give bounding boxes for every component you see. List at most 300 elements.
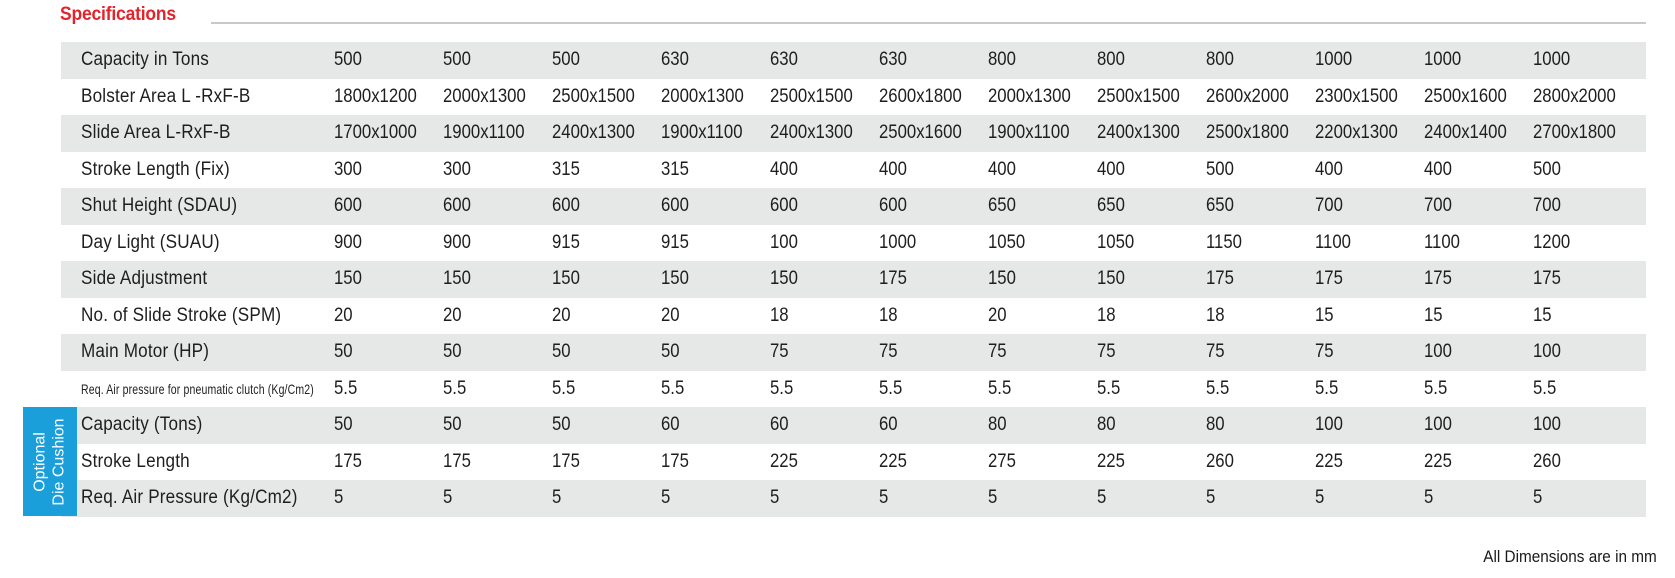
table-cell: [1202, 115, 1311, 152]
cell-value: 20: [661, 304, 680, 326]
cell-value: 275: [988, 450, 1017, 472]
cell-value: 700: [1424, 195, 1453, 217]
table-cell: [984, 225, 1093, 262]
cell-value: 75: [879, 341, 898, 363]
cell-value: 1000: [1533, 49, 1571, 71]
table-cell: [657, 42, 766, 79]
cell-value: 2600x1800: [879, 85, 963, 107]
row-label: [61, 42, 330, 79]
cell-value: 5.5: [443, 377, 467, 399]
cell-value: 2000x1300: [443, 85, 527, 107]
table-cell: [657, 298, 766, 335]
cell-value: 650: [1206, 195, 1235, 217]
cell-value: 150: [661, 268, 690, 290]
row-label: [61, 298, 330, 335]
cell-value: 5.5: [1097, 377, 1121, 399]
table-cell: [1202, 371, 1311, 408]
cell-value: 5.5: [661, 377, 685, 399]
table-cell: [657, 407, 766, 444]
cell-value: 5: [1315, 487, 1325, 509]
cell-value: 5: [770, 487, 780, 509]
cell-value: 315: [661, 158, 690, 180]
table-cell: [1311, 152, 1420, 189]
cell-value: 300: [443, 158, 472, 180]
cell-value: 5: [334, 487, 344, 509]
cell-value: 5.5: [334, 377, 358, 399]
table-cell: [875, 42, 984, 79]
cell-value: 150: [1097, 268, 1126, 290]
cell-value: 20: [443, 304, 462, 326]
table-cell: [766, 334, 875, 371]
row-label: [61, 152, 330, 189]
table-cell: [875, 334, 984, 371]
cell-value: 800: [1206, 49, 1235, 71]
table-cell: [766, 298, 875, 335]
row-label: [61, 480, 330, 517]
cell-value: 50: [443, 341, 462, 363]
section-divider: [211, 22, 1646, 24]
table-cell: [875, 261, 984, 298]
table-row: [61, 42, 1646, 79]
cell-value: 175: [879, 268, 908, 290]
table-cell: [439, 298, 548, 335]
cell-value: 5.5: [1206, 377, 1230, 399]
table-cell: [1420, 407, 1529, 444]
cell-value: 2500x1600: [1424, 85, 1508, 107]
table-cell: [984, 334, 1093, 371]
table-cell: [875, 298, 984, 335]
cell-value: 100: [1533, 414, 1562, 436]
cell-value: 630: [770, 49, 799, 71]
table-cell: [1202, 480, 1311, 517]
cell-value: 150: [770, 268, 799, 290]
cell-value: 400: [1097, 158, 1126, 180]
cell-value: 600: [443, 195, 472, 217]
row-label-text: Slide Area L-RxF-B: [81, 122, 231, 144]
table-row: [61, 225, 1646, 262]
table-cell: [984, 261, 1093, 298]
table-cell: [1420, 444, 1529, 481]
cell-value: 75: [988, 341, 1007, 363]
row-label: [61, 407, 330, 444]
table-cell: [984, 298, 1093, 335]
table-cell: [875, 371, 984, 408]
die-cushion-label: [31, 418, 69, 505]
cell-value: 2400x1400: [1424, 122, 1508, 144]
table-cell: [1311, 225, 1420, 262]
cell-value: 400: [1424, 158, 1453, 180]
table-cell: [984, 152, 1093, 189]
cell-value: 2200x1300: [1315, 122, 1399, 144]
table-cell: [1529, 79, 1646, 116]
row-label: [61, 261, 330, 298]
row-label: [61, 371, 330, 408]
table-cell: [1093, 115, 1202, 152]
table-row: [61, 407, 1646, 444]
table-cell: [1420, 225, 1529, 262]
cell-value: 225: [770, 450, 799, 472]
cell-value: 100: [1424, 414, 1453, 436]
table-row: [61, 79, 1646, 116]
cell-value: 5: [1206, 487, 1216, 509]
cell-value: 400: [988, 158, 1017, 180]
table-cell: [984, 42, 1093, 79]
cell-value: 5: [1097, 487, 1107, 509]
cell-value: 60: [661, 414, 680, 436]
cell-value: 75: [1206, 341, 1225, 363]
table-cell: [766, 225, 875, 262]
table-cell: [1529, 371, 1646, 408]
cell-value: 800: [1097, 49, 1126, 71]
table-cell: [1420, 480, 1529, 517]
table-cell: [657, 152, 766, 189]
table-cell: [1202, 261, 1311, 298]
cell-value: 20: [334, 304, 353, 326]
cell-value: 225: [1315, 450, 1344, 472]
cell-value: 18: [770, 304, 789, 326]
table-cell: [1311, 444, 1420, 481]
cell-value: 5: [443, 487, 453, 509]
table-cell: [984, 79, 1093, 116]
row-label-text: Stroke Length (Fix): [81, 158, 230, 180]
table-cell: [1093, 371, 1202, 408]
cell-value: 400: [770, 158, 799, 180]
cell-value: 175: [334, 450, 363, 472]
table-cell: [439, 115, 548, 152]
row-label: [61, 334, 330, 371]
table-cell: [330, 480, 439, 517]
table-cell: [766, 42, 875, 79]
table-cell: [875, 115, 984, 152]
cell-value: 600: [879, 195, 908, 217]
table-cell: [1093, 42, 1202, 79]
table-cell: [1420, 371, 1529, 408]
cell-value: 175: [443, 450, 472, 472]
cell-value: 915: [552, 231, 581, 253]
row-label: [61, 225, 330, 262]
cell-value: 75: [1315, 341, 1334, 363]
table-cell: [1093, 444, 1202, 481]
table-cell: [330, 261, 439, 298]
table-cell: [1529, 152, 1646, 189]
table-cell: [875, 225, 984, 262]
cell-value: 1150: [1206, 231, 1243, 253]
table-cell: [1093, 152, 1202, 189]
table-cell: [1311, 371, 1420, 408]
cell-value: 5.5: [988, 377, 1012, 399]
cell-value: 150: [552, 268, 581, 290]
cell-value: 700: [1533, 195, 1562, 217]
table-row: [61, 115, 1646, 152]
cell-value: 5.5: [879, 377, 903, 399]
table-cell: [439, 444, 548, 481]
table-cell: [1093, 261, 1202, 298]
table-row: [61, 334, 1646, 371]
row-label: [61, 444, 330, 481]
table-cell: [657, 480, 766, 517]
row-label-text: Capacity (Tons): [81, 414, 203, 436]
table-cell: [330, 42, 439, 79]
row-label: [61, 115, 330, 152]
cell-value: 2000x1300: [661, 85, 745, 107]
table-cell: [1202, 334, 1311, 371]
table-row: [61, 188, 1646, 225]
cell-value: 50: [334, 414, 353, 436]
dimensions-footnote: All Dimensions are in mm: [1483, 547, 1657, 566]
cell-value: 5.5: [1533, 377, 1557, 399]
cell-value: 2000x1300: [988, 85, 1072, 107]
cell-value: 315: [552, 158, 581, 180]
cell-value: 5: [552, 487, 562, 509]
cell-value: 500: [552, 49, 581, 71]
table-cell: [875, 79, 984, 116]
cell-value: 1050: [988, 231, 1026, 253]
table-cell: [330, 298, 439, 335]
table-cell: [330, 152, 439, 189]
row-label: [61, 188, 330, 225]
table-cell: [1420, 188, 1529, 225]
die-cushion-label-line1: Optional: [32, 431, 49, 492]
table-cell: [330, 115, 439, 152]
cell-value: 175: [1424, 268, 1453, 290]
cell-value: 2500x1500: [770, 85, 854, 107]
section-header: [60, 4, 1646, 32]
table-cell: [439, 261, 548, 298]
cell-value: 1000: [879, 231, 917, 253]
table-cell: [1529, 261, 1646, 298]
cell-value: 50: [661, 341, 680, 363]
cell-value: 650: [988, 195, 1017, 217]
cell-value: 500: [443, 49, 472, 71]
table-cell: [766, 152, 875, 189]
cell-value: 225: [1097, 450, 1126, 472]
table-cell: [439, 152, 548, 189]
table-cell: [1420, 79, 1529, 116]
table-cell: [548, 225, 657, 262]
row-label-text: Capacity in Tons: [81, 49, 210, 71]
cell-value: 1200: [1533, 231, 1571, 253]
table-cell: [1202, 188, 1311, 225]
cell-value: 2500x1500: [552, 85, 636, 107]
cell-value: 18: [879, 304, 898, 326]
row-label-text: Main Motor (HP): [81, 341, 210, 363]
cell-value: 5: [1424, 487, 1434, 509]
cell-value: 50: [552, 414, 571, 436]
cell-value: 2700x1800: [1533, 122, 1617, 144]
table-cell: [548, 152, 657, 189]
row-label: [61, 79, 330, 116]
table-cell: [1420, 261, 1529, 298]
table-cell: [1202, 225, 1311, 262]
table-cell: [1311, 407, 1420, 444]
cell-value: 1700x1000: [334, 122, 418, 144]
table-cell: [657, 188, 766, 225]
table-cell: [1093, 480, 1202, 517]
cell-value: 2600x2000: [1206, 85, 1290, 107]
cell-value: 5.5: [1315, 377, 1339, 399]
cell-value: 175: [552, 450, 581, 472]
table-cell: [1202, 444, 1311, 481]
table-row: [61, 371, 1646, 408]
cell-value: 1900x1100: [661, 122, 743, 144]
table-cell: [1529, 407, 1646, 444]
cell-value: 1900x1100: [988, 122, 1070, 144]
table-cell: [548, 115, 657, 152]
table-cell: [1529, 334, 1646, 371]
table-cell: [330, 188, 439, 225]
table-cell: [1311, 334, 1420, 371]
specifications-table-body: [61, 42, 1646, 517]
table-cell: [548, 42, 657, 79]
cell-value: 630: [661, 49, 690, 71]
table-cell: [984, 371, 1093, 408]
table-cell: [984, 188, 1093, 225]
table-cell: [548, 79, 657, 116]
cell-value: 100: [1315, 414, 1344, 436]
row-label-text: Day Light (SUAU): [81, 231, 220, 253]
table-cell: [1093, 79, 1202, 116]
cell-value: 500: [1533, 158, 1562, 180]
table-cell: [548, 334, 657, 371]
cell-value: 2300x1500: [1315, 85, 1399, 107]
cell-value: 2500x1500: [1097, 85, 1181, 107]
table-cell: [548, 407, 657, 444]
row-label-text: Side Adjustment: [81, 268, 208, 290]
cell-value: 1000: [1424, 49, 1462, 71]
table-row: [61, 298, 1646, 335]
cell-value: 915: [661, 231, 690, 253]
cell-value: 1100: [1315, 231, 1352, 253]
cell-value: 2500x1600: [879, 122, 963, 144]
table-cell: [657, 115, 766, 152]
table-cell: [766, 407, 875, 444]
cell-value: 15: [1533, 304, 1552, 326]
table-cell: [766, 444, 875, 481]
cell-value: 20: [552, 304, 571, 326]
table-cell: [1093, 298, 1202, 335]
table-cell: [1420, 42, 1529, 79]
cell-value: 500: [1206, 158, 1235, 180]
cell-value: 2800x2000: [1533, 85, 1617, 107]
table-cell: [548, 298, 657, 335]
table-cell: [766, 115, 875, 152]
cell-value: 15: [1315, 304, 1334, 326]
table-cell: [330, 79, 439, 116]
table-cell: [548, 188, 657, 225]
table-cell: [984, 407, 1093, 444]
cell-value: 1900x1100: [443, 122, 525, 144]
table-cell: [439, 79, 548, 116]
die-cushion-label-line2: Die Cushion: [51, 417, 68, 506]
table-cell: [330, 444, 439, 481]
table-cell: [1420, 298, 1529, 335]
cell-value: 225: [879, 450, 908, 472]
cell-value: 18: [1206, 304, 1225, 326]
cell-value: 2400x1300: [770, 122, 854, 144]
cell-value: 80: [1097, 414, 1116, 436]
row-label-text: Req. Air Pressure (Kg/Cm2): [81, 487, 298, 509]
cell-value: 600: [661, 195, 690, 217]
cell-value: 75: [1097, 341, 1116, 363]
cell-value: 18: [1097, 304, 1116, 326]
cell-value: 5: [1533, 487, 1543, 509]
table-cell: [766, 261, 875, 298]
cell-value: 80: [1206, 414, 1225, 436]
cell-value: 175: [1533, 268, 1562, 290]
table-cell: [875, 480, 984, 517]
cell-value: 900: [443, 231, 472, 253]
cell-value: 100: [1533, 341, 1562, 363]
table-cell: [1311, 115, 1420, 152]
cell-value: 5: [661, 487, 671, 509]
table-cell: [1311, 42, 1420, 79]
cell-value: 5: [879, 487, 889, 509]
table-cell: [1529, 444, 1646, 481]
specifications-table: [61, 42, 1646, 517]
row-label-text: Req. Air pressure for pneumatic clutch (Kg/Cm2): [81, 380, 314, 397]
cell-value: 400: [1315, 158, 1344, 180]
cell-value: 650: [1097, 195, 1126, 217]
table-cell: [657, 334, 766, 371]
table-cell: [1311, 480, 1420, 517]
table-cell: [1529, 225, 1646, 262]
cell-value: 150: [443, 268, 472, 290]
cell-value: 2400x1300: [552, 122, 636, 144]
cell-value: 150: [334, 268, 363, 290]
cell-value: 300: [334, 158, 363, 180]
table-cell: [1420, 334, 1529, 371]
cell-value: 5.5: [1424, 377, 1448, 399]
cell-value: 400: [879, 158, 908, 180]
cell-value: 50: [334, 341, 353, 363]
row-label-text: Shut Height (SDAU): [81, 195, 238, 217]
cell-value: 1000: [1315, 49, 1353, 71]
table-cell: [1202, 79, 1311, 116]
cell-value: 60: [879, 414, 898, 436]
cell-value: 1800x1200: [334, 85, 418, 107]
cell-value: 225: [1424, 450, 1453, 472]
cell-value: 500: [334, 49, 363, 71]
cell-value: 600: [770, 195, 799, 217]
table-cell: [1093, 407, 1202, 444]
table-cell: [766, 371, 875, 408]
table-cell: [657, 261, 766, 298]
table-row: [61, 152, 1646, 189]
cell-value: 600: [334, 195, 363, 217]
cell-value: 150: [988, 268, 1017, 290]
cell-value: 800: [988, 49, 1017, 71]
cell-value: 5: [988, 487, 998, 509]
table-row: [61, 444, 1646, 481]
table-row: [61, 480, 1646, 517]
table-cell: [657, 79, 766, 116]
table-cell: [657, 225, 766, 262]
table-cell: [1093, 188, 1202, 225]
table-cell: [766, 480, 875, 517]
table-cell: [1202, 407, 1311, 444]
table-cell: [1093, 225, 1202, 262]
table-cell: [439, 188, 548, 225]
table-cell: [1311, 79, 1420, 116]
table-cell: [1529, 188, 1646, 225]
cell-value: 175: [661, 450, 690, 472]
table-cell: [1202, 152, 1311, 189]
table-cell: [1529, 115, 1646, 152]
cell-value: 2500x1800: [1206, 122, 1290, 144]
table-cell: [766, 79, 875, 116]
cell-value: 75: [770, 341, 789, 363]
row-label-text: Stroke Length: [81, 450, 190, 472]
